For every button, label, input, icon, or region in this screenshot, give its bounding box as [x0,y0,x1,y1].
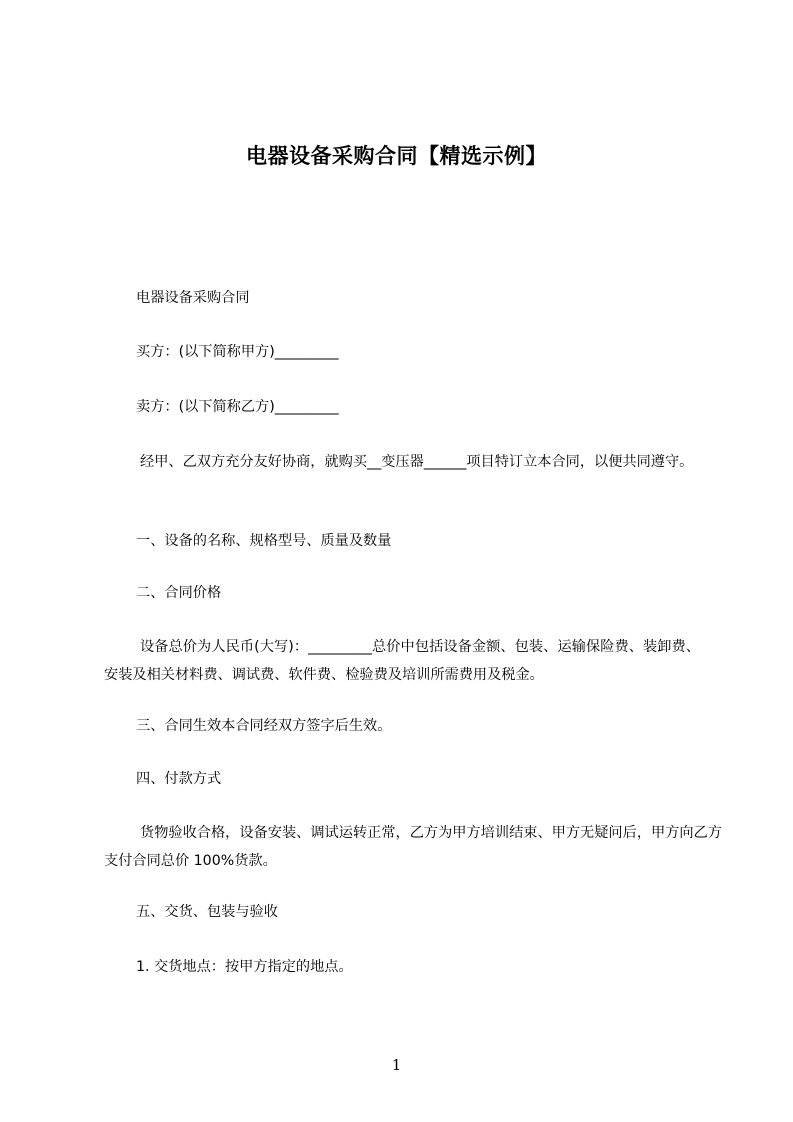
payment-paragraph: 货物验收合格，设备安装、调试运转正常，乙方为甲方培训结束、甲方无疑问后，甲方向乙方支付合同总价 100%货款。 [104,825,722,869]
price-paragraph: 设备总价为人民币(大写)：_________总价中包括设备金额、包装、运输保险费、装卸费、安装及相关材料费、调试费、软件费、检验费及培训所需费用及税金。 [104,639,700,683]
buyer-line: 买方：(以下简称甲方)_________ [136,344,339,360]
section-2-heading: 二、合同价格 [136,585,222,601]
page-number: 1 [391,1056,402,1074]
section-3-heading: 三、合同生效本合同经双方签字后生效。 [136,718,392,734]
section-4-heading: 四、付款方式 [136,771,222,787]
section-1-heading: 一、设备的名称、规格型号、质量及数量 [136,533,392,549]
document-title: 电器设备采购合同【精选示例】 [246,144,547,168]
seller-line: 卖方：(以下简称乙方)_________ [136,399,339,415]
intro-paragraph: 经甲、乙双方充分友好协商，就购买__变压器______项目特订立本合同，以便共同遵守。 [140,454,694,470]
contract-heading: 电器设备采购合同 [136,290,250,306]
section-5-heading: 五、交货、包装与验收 [136,904,278,920]
delivery-location-item: 1. 交货地点：按甲方指定的地点。 [136,959,353,975]
